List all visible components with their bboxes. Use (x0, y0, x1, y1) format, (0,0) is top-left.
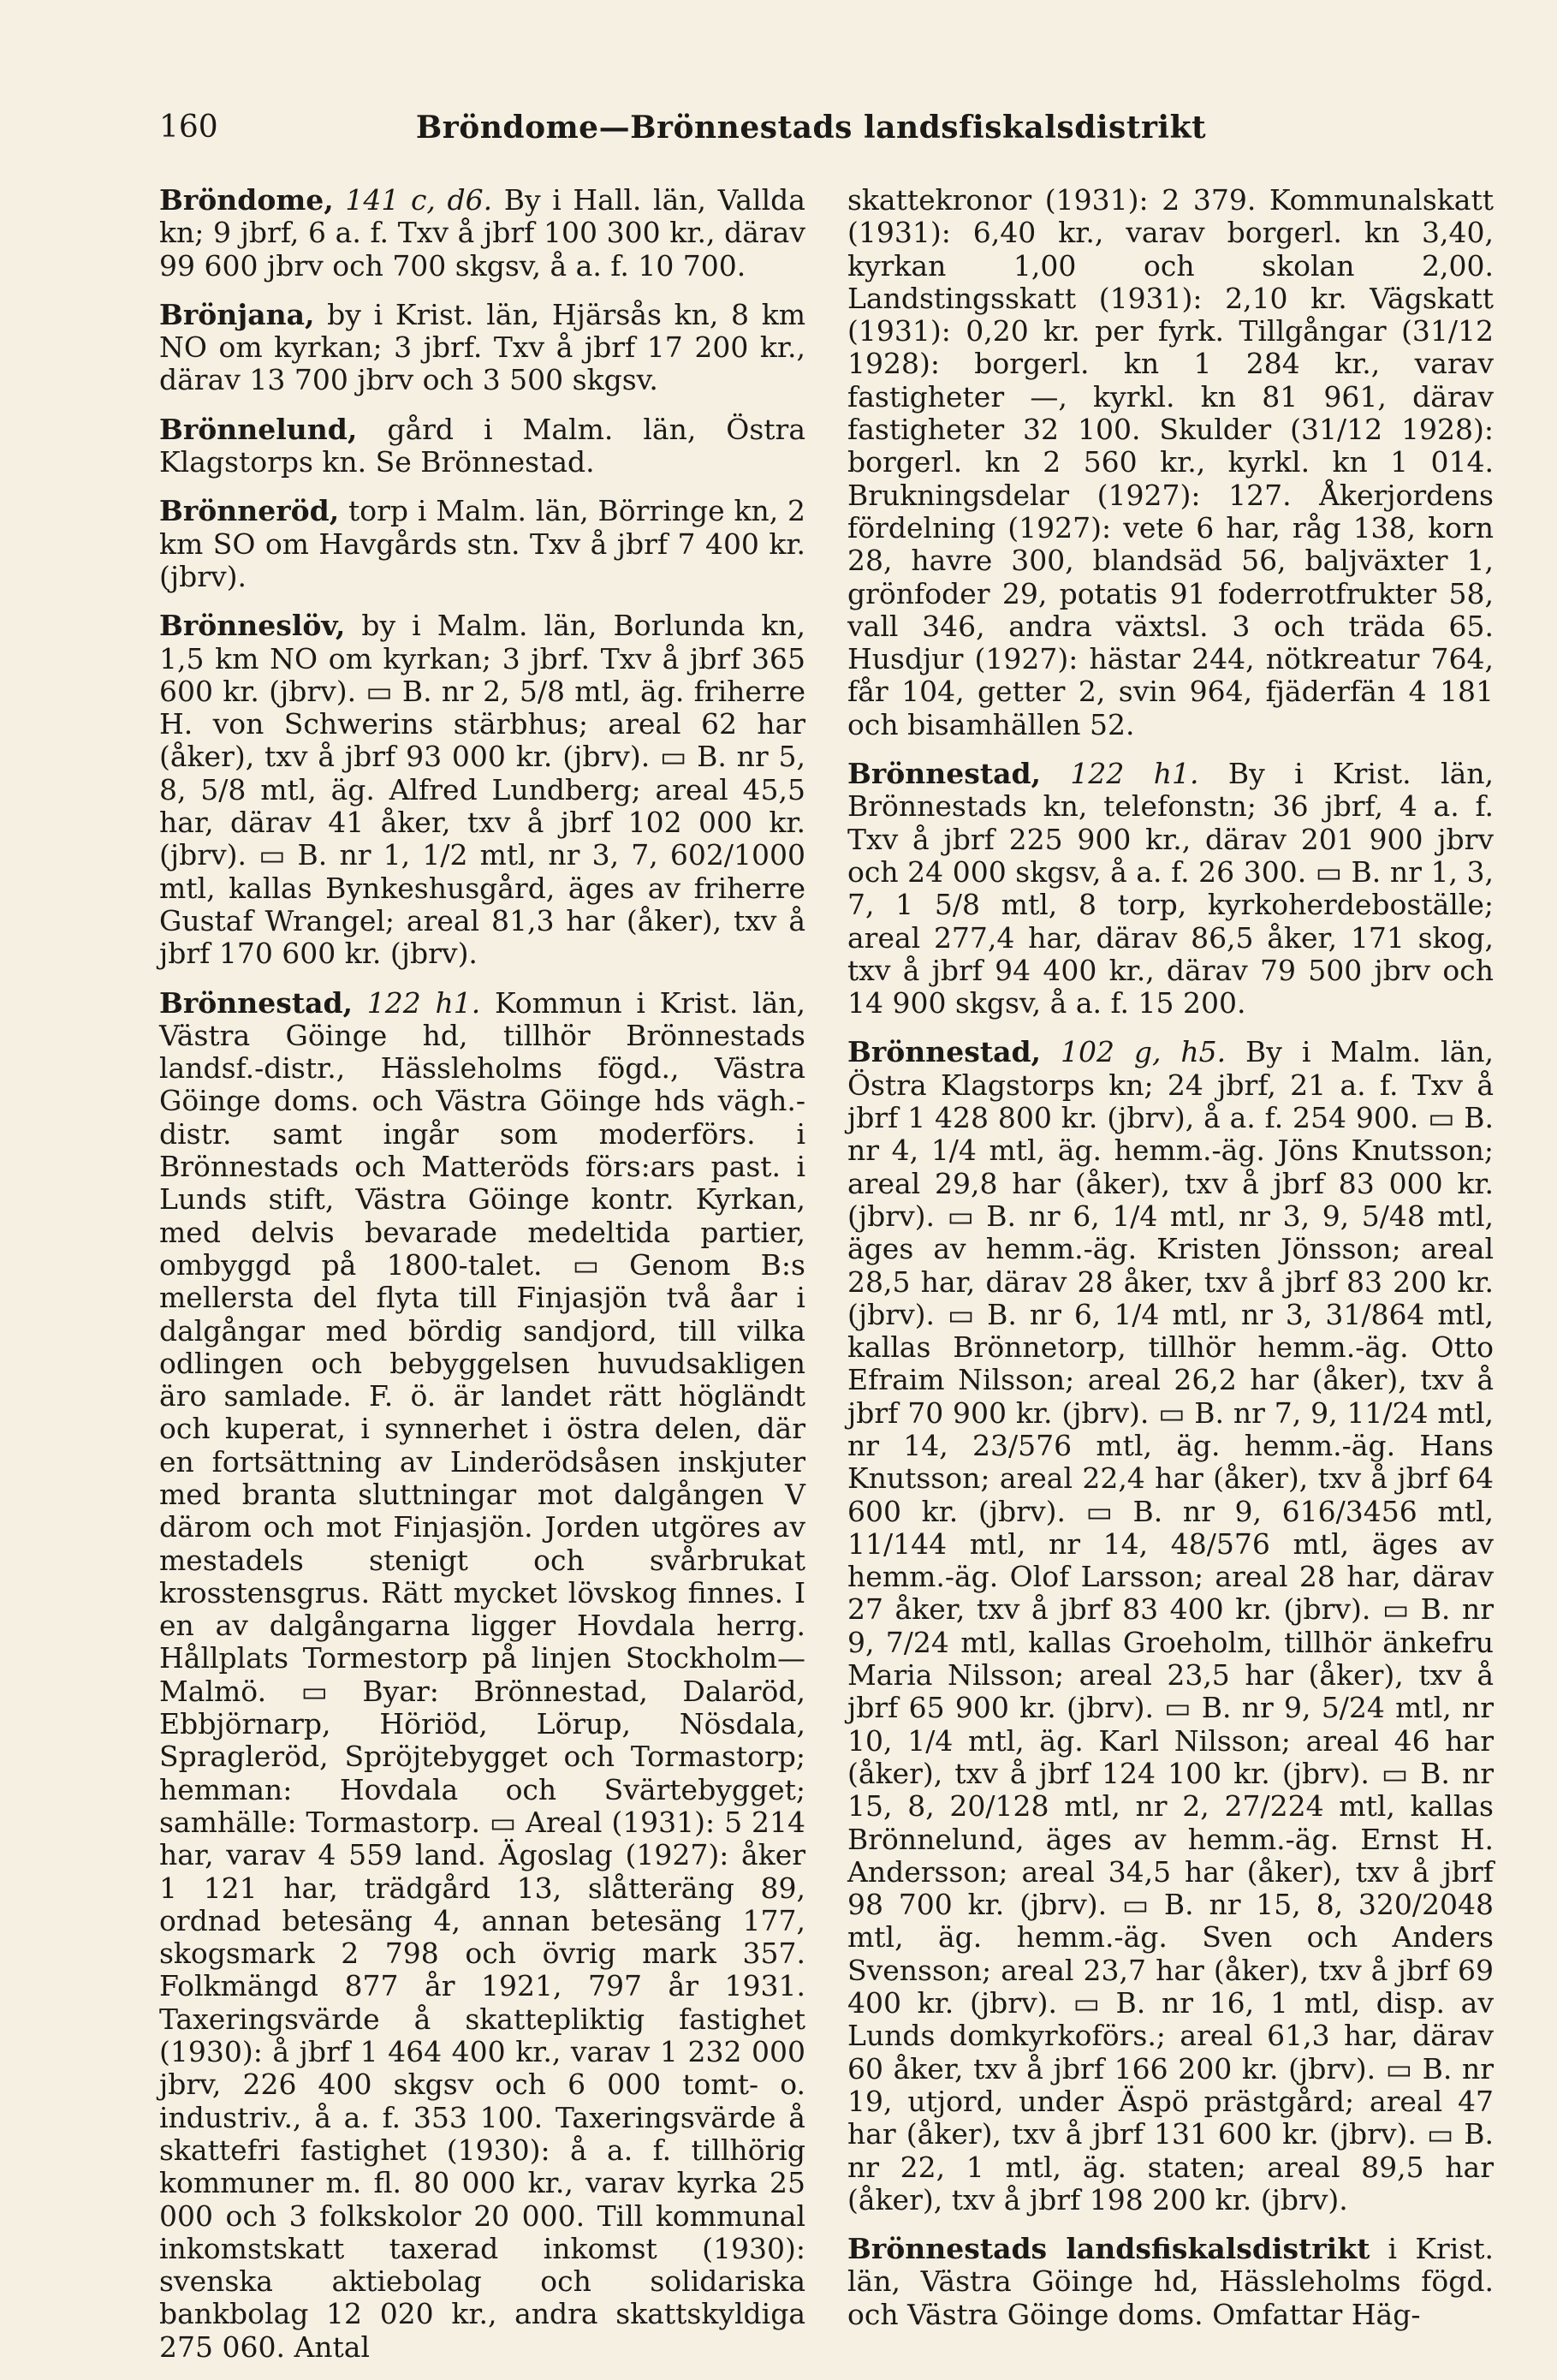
entry-text: gård i Malm. län, Östra Klagstorps kn. Se Brönnestad. (159, 412, 805, 479)
entry-text: i Krist. län, Västra Göinge hd, Hässleholms fögd. och Västra Göinge doms. Omfattar Häg- (847, 2232, 1494, 2331)
map-reference: 102 g, h5. (1060, 1035, 1227, 1069)
headword: Bröndome, (159, 183, 334, 217)
headword: Brönnestad, (847, 757, 1042, 791)
entry-text: torp i Malm. län, Börringe kn, 2 km SO om Havgårds stn. Txv å jbrf 7 400 kr. (jbrv). (159, 494, 805, 593)
entry-text: by i Krist. län, Hjärsås kn, 8 km NO om kyrkan; 3 jbrf. Txv å jbrf 17 200 kr., därav 13 700 jbrv och 3 500 skgsv. (159, 297, 805, 397)
map-reference: 141 c, d6. (345, 183, 493, 217)
headword: Brönnelund, (159, 412, 358, 446)
headword: Brönneslöv, (159, 609, 346, 643)
entry-bronnelund (159, 414, 805, 479)
entry-text: Kommun i Krist. län, Västra Göinge hd, tillhör Brönnestads landsf.-distr., Hässleholms fögd., Västra Göinge doms. och Västra Göinge hds vägh.-distr. samt ingår som moderförs. i Brönnestads och Matteröds förs:ars past. i Lunds stift, Västra Göinge kontr. Kyrkan, med delvis bevarade medeltida partier, ombyggd på 1800-talet. ▭ Genom B:s mellersta del flyta till Finjasjön två åar i dalgångar med bördig sandjord, till vilka odlingen och bebyggelsen huvudsakligen äro samlade. F. ö. är landet rätt högländt och kuperat, i synnerhet i östra delen, där en fortsättning av Linderödsåsen inskjuter med branta sluttningar mot dalgången V därom och mot Finjasjön. Jorden utgöres av mestadels stenigt och svårbrukat krosstensgrus. Rätt mycket lövskog finnes. I en av dalgångarna ligger Hovdala herrg. Hållplats Tormestorp på linjen Stockholm—Malmö. ▭ Byar: Brönnestad, Dalaröd, Ebbjörnarp, Höriöd, Lörup, Nösdala, Spragleröd, Spröjtebygget och Tormastorp; hemman: Hovdala och Svärtebygget; samhälle: Tormastorp. ▭ Areal (1931): 5 214 har, varav 4 559 land. Ägoslag (1927): åker 1 121 har, trädgård 13, slåtteräng 89, ordnad betesäng 4, annan betesäng 177, skogsmark 2 798 och övrig mark 357. Folkmängd 877 år 1921, 797 år 1931. Taxeringsvärde å skattepliktig fastighet (1930): å jbrf 1 464 400 kr., varav 1 232 000 jbrv, 226 400 skgsv och 6 000 tomt- o. industriv., å a. f. 353 100. Taxeringsvärde å skattefri fastighet (1930): å a. f. tillhörig kommuner m. fl. 80 000 kr., varav kyrka 25 000 och 3 folkskolor 20 000. Till kommunal inkomstskatt taxerad inkomst (1930): svenska aktiebolag och solidariska bankbolag 12 020 kr., andra skattskyldiga 275 060. Antal (159, 985, 805, 2364)
entry-continuation (847, 184, 1494, 741)
headword: Brönjana, (159, 297, 315, 331)
entry-text: By i Malm. län, Östra Klagstorps kn; 24 jbrf, 21 a. f. Txv å jbrf 1 428 800 kr. (jbrv), å a. f. 254 900. ▭ B. nr 4, 1/4 mtl, äg. hemm.-äg. Jöns Knutsson; areal 29,8 har (åker), txv å jbrf 83 000 kr. (jbrv). ▭ B. nr 6, 1/4 mtl, nr 3, 9, 5/48 mtl, äges av hemm.-äg. Kristen Jönsson; areal 28,5 har, därav 28 åker, txv å jbrf 83 200 kr. (jbrv). ▭ B. nr 6, 1/4 mtl, nr 3, 31/864 mtl, kallas Brönnetorp, tillhör hemm.-äg. Otto Efraim Nilsson; areal 26,2 har (åker), txv å jbrf 70 900 kr. (jbrv). ▭ B. nr 7, 9, 11/24 mtl, nr 14, 23/576 mtl, äg. hemm.-äg. Hans Knutsson; areal 22,4 har (åker), txv å jbrf 64 600 kr. (jbrv). ▭ B. nr 9, 616/3456 mtl, 11/144 mtl, nr 14, 48/576 mtl, äges av hemm.-äg. Olof Larsson; areal 28 har, därav 27 åker, txv å jbrf 83 400 kr. (jbrv). ▭ B. nr 9, 7/24 mtl, kallas Groeholm, tillhör änkefru Maria Nilsson; areal 23,5 har (åker), txv å jbrf 65 900 kr. (jbrv). ▭ B. nr 9, 5/24 mtl, nr 10, 1/4 mtl, äg. Karl Nilsson; areal 46 har (åker), txv å jbrf 124 100 kr. (jbrv). ▭ B. nr 15, 8, 20/128 mtl, nr 2, 27/224 mtl, kallas Brönnelund, äges av hemm.-äg. Ernst H. Andersson; areal 34,5 har (åker), txv å jbrf 98 700 kr. (jbrv). ▭ B. nr 15, 8, 320/2048 mtl, äg. hemm.-äg. Sven och Anders Svensson; areal 23,7 har (åker), txv å jbrf 69 400 kr. (jbrv). ▭ B. nr 16, 1 mtl, disp. av Lunds domkyrkoförs.; areal 61,3 har, därav 60 åker, txv å jbrf 166 200 kr. (jbrv). ▭ B. nr 19, utjord, under Äspö prästgård; areal 47 har (åker), txv å jbrf 131 600 kr. (jbrv). ▭ B. nr 22, 1 mtl, äg. staten; areal 89,5 har (åker), txv å jbrf 198 200 kr. (jbrv). (847, 1035, 1494, 2216)
headword: Brönnestad, (847, 1035, 1042, 1069)
headword: Brönnestads landsfiskalsdistrikt (847, 2232, 1370, 2266)
entry-text: By i Hall. län, Vallda kn; 9 jbrf, 6 a. f. Txv å jbrf 100 300 kr., därav 99 600 jbrv och 700 skgsv, å a. f. 10 700. (159, 183, 805, 283)
entry-text: by i Malm. län, Borlunda kn, 1,5 km NO om kyrkan; 3 jbrf. Txv å jbrf 365 600 kr. (jbrv). ▭ B. nr 2, 5/8 mtl, äg. friherre H. von Schwerins stärbhus; areal 62 har (åker), txv å jbrf 93 000 kr. (jbrv). ▭ B. nr 5, 8, 5/8 mtl, äg. Alfred Lundberg; areal 45,5 har, därav 41 åker, txv å jbrf 102 000 kr. (jbrv). ▭ B. nr 1, 1/2 mtl, nr 3, 7, 602/1000 mtl, kallas Bynkeshusgård, äges av friherre Gustaf Wrangel; areal 81,3 har (åker), txv å jbrf 170 600 kr. (jbrv). (159, 609, 805, 971)
headword: Brönneröd, (159, 494, 340, 528)
entry-bronnestad-kommun (159, 987, 805, 2364)
headword: Brönnestad, (159, 985, 354, 1020)
page-number: 160 (159, 110, 218, 145)
entry-text: By i Krist. län, Brönnestads kn, telefonstn; 36 jbrf, 4 a. f. Txv å jbrf 225 900 kr., därav 201 900 jbrv och 24 000 skgsv, å a. f. 26 300. ▭ B. nr 1, 3, 7, 1 5/8 mtl, 8 torp, kyrkoherdeboställe; areal 277,4 har, därav 86,5 åker, 171 skog, txv å jbrf 94 400 kr., därav 79 500 jbrv och 14 900 skgsv, å a. f. 15 200. (847, 757, 1494, 1020)
left-column (159, 184, 805, 2380)
page-header (0, 110, 1557, 161)
right-column (847, 184, 1494, 2347)
entry-landsfiskalsdistrikt (847, 2233, 1494, 2331)
entry-text: skattekronor (1931): 2 379. Kommunalskatt (1931): 6,40 kr., varav borgerl. kn 3,40, kyrkan 1,00 och skolan 2,00. Landstingsskatt (1931): 2,10 kr. Vägskatt (1931): 0,20 kr. per fyrk. Tillgångar (31/12 1928): borgerl. kn 1 284 kr., varav fastigheter —, kyrkl. kn 81 961, därav fastigheter 32 100. Skulder (31/12 1928): borgerl. kn 2 560 kr., kyrkl. kn 1 014. Brukningsdelar (1927): 127. Åkerjordens fördelning (1927): vete 6 har, råg 138, korn 28, havre 300, blandsäd 56, baljväxter 1, grönfoder 29, potatis 91 foderrotfrukter 58, vall 346, andra växtsl. 3 och träda 65. Husdjur (1927): hästar 244, nötkreatur 764, får 104, getter 2, svin 964, fjäderfän 4 181 och bisamhällen 52. (847, 183, 1494, 741)
entry-bronjana (159, 299, 805, 397)
entry-brondome (159, 184, 805, 283)
running-title: Bröndome—Brönnestads landsfiskalsdistrikt (415, 110, 1207, 146)
entry-bronnerod (159, 495, 805, 593)
map-reference: 122 h1. (1070, 757, 1199, 791)
entry-bronnestad-krist (847, 758, 1494, 1020)
entry-bronneslov (159, 610, 805, 970)
map-reference: 122 h1. (366, 985, 481, 1020)
entry-bronnestad-malm (847, 1036, 1494, 2216)
